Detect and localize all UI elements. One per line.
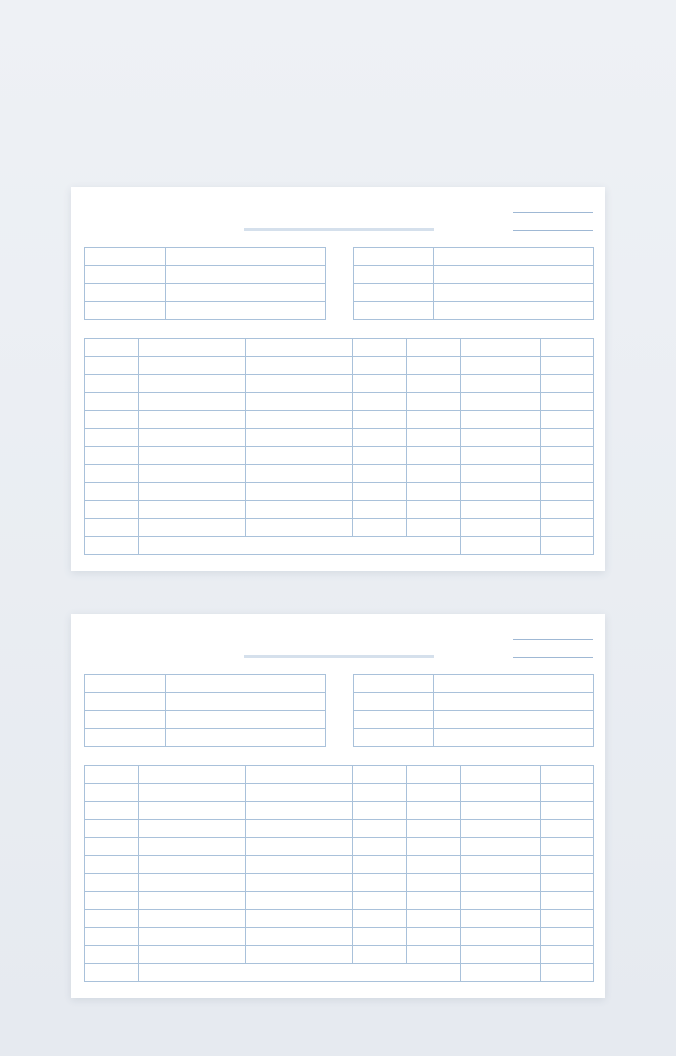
cell-no[interactable] xyxy=(85,856,139,874)
cell-spec[interactable] xyxy=(246,892,353,910)
column-header xyxy=(85,339,139,357)
cell-price[interactable] xyxy=(353,874,407,892)
column-header xyxy=(139,766,246,784)
cell-name[interactable] xyxy=(139,447,246,465)
cell-amount[interactable] xyxy=(461,784,541,802)
cell-qty[interactable] xyxy=(407,874,461,892)
supplier-field-input[interactable] xyxy=(434,302,594,320)
cell-remark[interactable] xyxy=(541,928,594,946)
customer-row xyxy=(85,302,594,320)
customer-row xyxy=(85,248,594,266)
cell-spec[interactable] xyxy=(246,820,353,838)
cell-qty[interactable] xyxy=(407,501,461,519)
cell-qty[interactable] xyxy=(407,357,461,375)
cell-amount[interactable] xyxy=(461,946,541,964)
cell-spec[interactable] xyxy=(246,465,353,483)
cell-qty[interactable] xyxy=(407,784,461,802)
total-value xyxy=(541,537,594,555)
cell-no[interactable] xyxy=(85,928,139,946)
supplier-field-input[interactable] xyxy=(434,729,594,747)
cell-no[interactable] xyxy=(85,429,139,447)
customer-field-label xyxy=(85,729,166,747)
cell-name[interactable] xyxy=(139,946,246,964)
cell-amount[interactable] xyxy=(461,447,541,465)
supplier-field-label xyxy=(354,729,434,747)
cell-price[interactable] xyxy=(353,856,407,874)
cell-name[interactable] xyxy=(139,375,246,393)
customer-field-label xyxy=(85,675,166,693)
cell-qty[interactable] xyxy=(407,802,461,820)
cell-price[interactable] xyxy=(353,910,407,928)
column-gap xyxy=(326,729,354,747)
column-header xyxy=(139,339,246,357)
table-row xyxy=(85,501,594,519)
cell-price[interactable] xyxy=(353,519,407,537)
cell-spec[interactable] xyxy=(246,519,353,537)
table-row xyxy=(85,928,594,946)
column-header xyxy=(246,766,353,784)
customer-field-label xyxy=(85,693,166,711)
table-row xyxy=(85,465,594,483)
cell-qty[interactable] xyxy=(407,393,461,411)
cell-remark[interactable] xyxy=(541,501,594,519)
title-underline xyxy=(244,655,434,658)
supplier-field-input[interactable] xyxy=(434,248,594,266)
cell-name[interactable] xyxy=(139,429,246,447)
cell-price[interactable] xyxy=(353,483,407,501)
cell-spec[interactable] xyxy=(246,910,353,928)
cell-amount[interactable] xyxy=(461,411,541,429)
cell-remark[interactable] xyxy=(541,447,594,465)
cell-amount[interactable] xyxy=(461,928,541,946)
cell-price[interactable] xyxy=(353,838,407,856)
customer-row xyxy=(85,729,594,747)
cell-name[interactable] xyxy=(139,483,246,501)
title-underline xyxy=(244,228,434,231)
cell-name[interactable] xyxy=(139,519,246,537)
cell-amount[interactable] xyxy=(461,501,541,519)
cell-remark[interactable] xyxy=(541,874,594,892)
supplier-field-label xyxy=(354,284,434,302)
customer-field-input[interactable] xyxy=(166,266,326,284)
cell-spec[interactable] xyxy=(246,357,353,375)
cell-qty[interactable] xyxy=(407,820,461,838)
cell-remark[interactable] xyxy=(541,838,594,856)
cell-price[interactable] xyxy=(353,928,407,946)
table-row xyxy=(85,393,594,411)
cell-price[interactable] xyxy=(353,784,407,802)
cell-name[interactable] xyxy=(139,784,246,802)
customer-row xyxy=(85,675,594,693)
cell-no[interactable] xyxy=(85,465,139,483)
cell-spec[interactable] xyxy=(246,856,353,874)
cell-name[interactable] xyxy=(139,928,246,946)
cell-amount[interactable] xyxy=(461,465,541,483)
table-row xyxy=(85,375,594,393)
cell-remark[interactable] xyxy=(541,784,594,802)
cell-no[interactable] xyxy=(85,483,139,501)
column-gap xyxy=(326,675,354,693)
cell-name[interactable] xyxy=(139,910,246,928)
table-row xyxy=(85,519,594,537)
cell-name[interactable] xyxy=(139,357,246,375)
table-row xyxy=(85,874,594,892)
cell-qty[interactable] xyxy=(407,856,461,874)
cell-amount[interactable] xyxy=(461,910,541,928)
table-header-row xyxy=(85,766,594,784)
column-gap xyxy=(326,711,354,729)
column-gap xyxy=(326,248,354,266)
customer-row xyxy=(85,711,594,729)
cell-name[interactable] xyxy=(139,892,246,910)
cell-name[interactable] xyxy=(139,838,246,856)
customer-field-input[interactable] xyxy=(166,284,326,302)
table-row xyxy=(85,483,594,501)
cell-qty[interactable] xyxy=(407,375,461,393)
cell-spec[interactable] xyxy=(246,447,353,465)
cell-name[interactable] xyxy=(139,501,246,519)
table-row xyxy=(85,820,594,838)
supplier-field-label xyxy=(354,248,434,266)
customer-info-table xyxy=(84,674,594,747)
column-header xyxy=(407,339,461,357)
cell-qty[interactable] xyxy=(407,429,461,447)
cell-no[interactable] xyxy=(85,447,139,465)
cell-remark[interactable] xyxy=(541,892,594,910)
cell-qty[interactable] xyxy=(407,910,461,928)
cell-spec[interactable] xyxy=(246,928,353,946)
cell-price[interactable] xyxy=(353,429,407,447)
customer-info-table xyxy=(84,247,594,320)
cell-no[interactable] xyxy=(85,375,139,393)
cell-no[interactable] xyxy=(85,784,139,802)
cell-remark[interactable] xyxy=(541,429,594,447)
supplier-field-input[interactable] xyxy=(434,675,594,693)
cell-no[interactable] xyxy=(85,357,139,375)
cell-qty[interactable] xyxy=(407,447,461,465)
cell-price[interactable] xyxy=(353,820,407,838)
cell-remark[interactable] xyxy=(541,483,594,501)
remark-text[interactable] xyxy=(139,964,461,982)
table-row xyxy=(85,429,594,447)
column-header xyxy=(541,339,594,357)
customer-field-input[interactable] xyxy=(166,675,326,693)
table-footer-row xyxy=(85,537,594,555)
customer-row xyxy=(85,693,594,711)
cell-no[interactable] xyxy=(85,874,139,892)
cell-remark[interactable] xyxy=(541,357,594,375)
cell-amount[interactable] xyxy=(461,856,541,874)
cell-price[interactable] xyxy=(353,411,407,429)
date-field[interactable] xyxy=(513,217,593,231)
cell-qty[interactable] xyxy=(407,838,461,856)
cell-remark[interactable] xyxy=(541,910,594,928)
table-row xyxy=(85,784,594,802)
cell-no[interactable] xyxy=(85,802,139,820)
table-header-row xyxy=(85,339,594,357)
cell-amount[interactable] xyxy=(461,802,541,820)
supplier-field-label xyxy=(354,711,434,729)
customer-field-input[interactable] xyxy=(166,248,326,266)
quote-sheet xyxy=(71,614,605,998)
cell-remark[interactable] xyxy=(541,375,594,393)
cell-price[interactable] xyxy=(353,892,407,910)
column-gap xyxy=(326,693,354,711)
cell-price[interactable] xyxy=(353,465,407,483)
cell-amount[interactable] xyxy=(461,519,541,537)
table-row xyxy=(85,910,594,928)
cell-amount[interactable] xyxy=(461,820,541,838)
remark-label xyxy=(85,537,139,555)
cell-no[interactable] xyxy=(85,892,139,910)
cell-spec[interactable] xyxy=(246,375,353,393)
customer-field-label xyxy=(85,711,166,729)
customer-field-input[interactable] xyxy=(166,729,326,747)
cell-amount[interactable] xyxy=(461,357,541,375)
table-footer-row xyxy=(85,964,594,982)
items-table xyxy=(84,338,594,555)
column-gap xyxy=(326,284,354,302)
cell-spec[interactable] xyxy=(246,784,353,802)
column-header xyxy=(353,766,407,784)
cell-remark[interactable] xyxy=(541,802,594,820)
cell-amount[interactable] xyxy=(461,838,541,856)
cell-spec[interactable] xyxy=(246,838,353,856)
cell-no[interactable] xyxy=(85,411,139,429)
supplier-field-label xyxy=(354,302,434,320)
cell-spec[interactable] xyxy=(246,946,353,964)
cell-price[interactable] xyxy=(353,357,407,375)
supplier-field-input[interactable] xyxy=(434,711,594,729)
column-gap xyxy=(326,302,354,320)
date-field[interactable] xyxy=(513,644,593,658)
items-table xyxy=(84,765,594,982)
cell-name[interactable] xyxy=(139,393,246,411)
cell-remark[interactable] xyxy=(541,393,594,411)
table-row xyxy=(85,856,594,874)
cell-no[interactable] xyxy=(85,838,139,856)
cell-no[interactable] xyxy=(85,820,139,838)
remark-label xyxy=(85,964,139,982)
cell-spec[interactable] xyxy=(246,874,353,892)
table-row xyxy=(85,892,594,910)
total-label xyxy=(461,964,541,982)
table-row xyxy=(85,946,594,964)
cell-amount[interactable] xyxy=(461,375,541,393)
supplier-field-input[interactable] xyxy=(434,266,594,284)
customer-row xyxy=(85,266,594,284)
cell-name[interactable] xyxy=(139,802,246,820)
customer-field-input[interactable] xyxy=(166,693,326,711)
total-label xyxy=(461,537,541,555)
cell-remark[interactable] xyxy=(541,411,594,429)
cell-no[interactable] xyxy=(85,946,139,964)
cell-name[interactable] xyxy=(139,411,246,429)
cell-qty[interactable] xyxy=(407,411,461,429)
table-row xyxy=(85,411,594,429)
cell-spec[interactable] xyxy=(246,802,353,820)
cell-qty[interactable] xyxy=(407,465,461,483)
cell-price[interactable] xyxy=(353,802,407,820)
supplier-field-label xyxy=(354,693,434,711)
column-header xyxy=(541,766,594,784)
customer-row xyxy=(85,284,594,302)
cell-remark[interactable] xyxy=(541,946,594,964)
cell-amount[interactable] xyxy=(461,874,541,892)
cell-name[interactable] xyxy=(139,874,246,892)
table-row xyxy=(85,838,594,856)
column-header xyxy=(461,339,541,357)
cell-no[interactable] xyxy=(85,501,139,519)
total-value xyxy=(541,964,594,982)
cell-price[interactable] xyxy=(353,501,407,519)
customer-field-label xyxy=(85,248,166,266)
remark-text[interactable] xyxy=(139,537,461,555)
cell-price[interactable] xyxy=(353,447,407,465)
customer-field-label xyxy=(85,302,166,320)
customer-field-input[interactable] xyxy=(166,302,326,320)
customer-field-label xyxy=(85,284,166,302)
cell-no[interactable] xyxy=(85,393,139,411)
supplier-field-label xyxy=(354,675,434,693)
quote-sheet xyxy=(71,187,605,571)
table-row xyxy=(85,357,594,375)
column-header xyxy=(353,339,407,357)
cell-remark[interactable] xyxy=(541,820,594,838)
cell-amount[interactable] xyxy=(461,892,541,910)
cell-no[interactable] xyxy=(85,519,139,537)
column-header xyxy=(85,766,139,784)
cell-amount[interactable] xyxy=(461,393,541,411)
column-header xyxy=(246,339,353,357)
cell-qty[interactable] xyxy=(407,483,461,501)
cell-amount[interactable] xyxy=(461,483,541,501)
cell-spec[interactable] xyxy=(246,393,353,411)
table-row xyxy=(85,802,594,820)
cell-spec[interactable] xyxy=(246,483,353,501)
number-field[interactable] xyxy=(513,626,593,640)
cell-name[interactable] xyxy=(139,856,246,874)
cell-qty[interactable] xyxy=(407,892,461,910)
cell-qty[interactable] xyxy=(407,946,461,964)
column-header xyxy=(461,766,541,784)
column-header xyxy=(407,766,461,784)
cell-price[interactable] xyxy=(353,375,407,393)
cell-spec[interactable] xyxy=(246,429,353,447)
cell-remark[interactable] xyxy=(541,856,594,874)
column-gap xyxy=(326,266,354,284)
customer-field-label xyxy=(85,266,166,284)
cell-spec[interactable] xyxy=(246,501,353,519)
cell-remark[interactable] xyxy=(541,465,594,483)
cell-remark[interactable] xyxy=(541,519,594,537)
supplier-field-label xyxy=(354,266,434,284)
cell-name[interactable] xyxy=(139,820,246,838)
supplier-field-input[interactable] xyxy=(434,284,594,302)
cell-amount[interactable] xyxy=(461,429,541,447)
table-row xyxy=(85,447,594,465)
cell-qty[interactable] xyxy=(407,928,461,946)
cell-price[interactable] xyxy=(353,946,407,964)
customer-field-input[interactable] xyxy=(166,711,326,729)
cell-spec[interactable] xyxy=(246,411,353,429)
cell-name[interactable] xyxy=(139,465,246,483)
cell-qty[interactable] xyxy=(407,519,461,537)
cell-price[interactable] xyxy=(353,393,407,411)
supplier-field-input[interactable] xyxy=(434,693,594,711)
number-field[interactable] xyxy=(513,199,593,213)
cell-no[interactable] xyxy=(85,910,139,928)
